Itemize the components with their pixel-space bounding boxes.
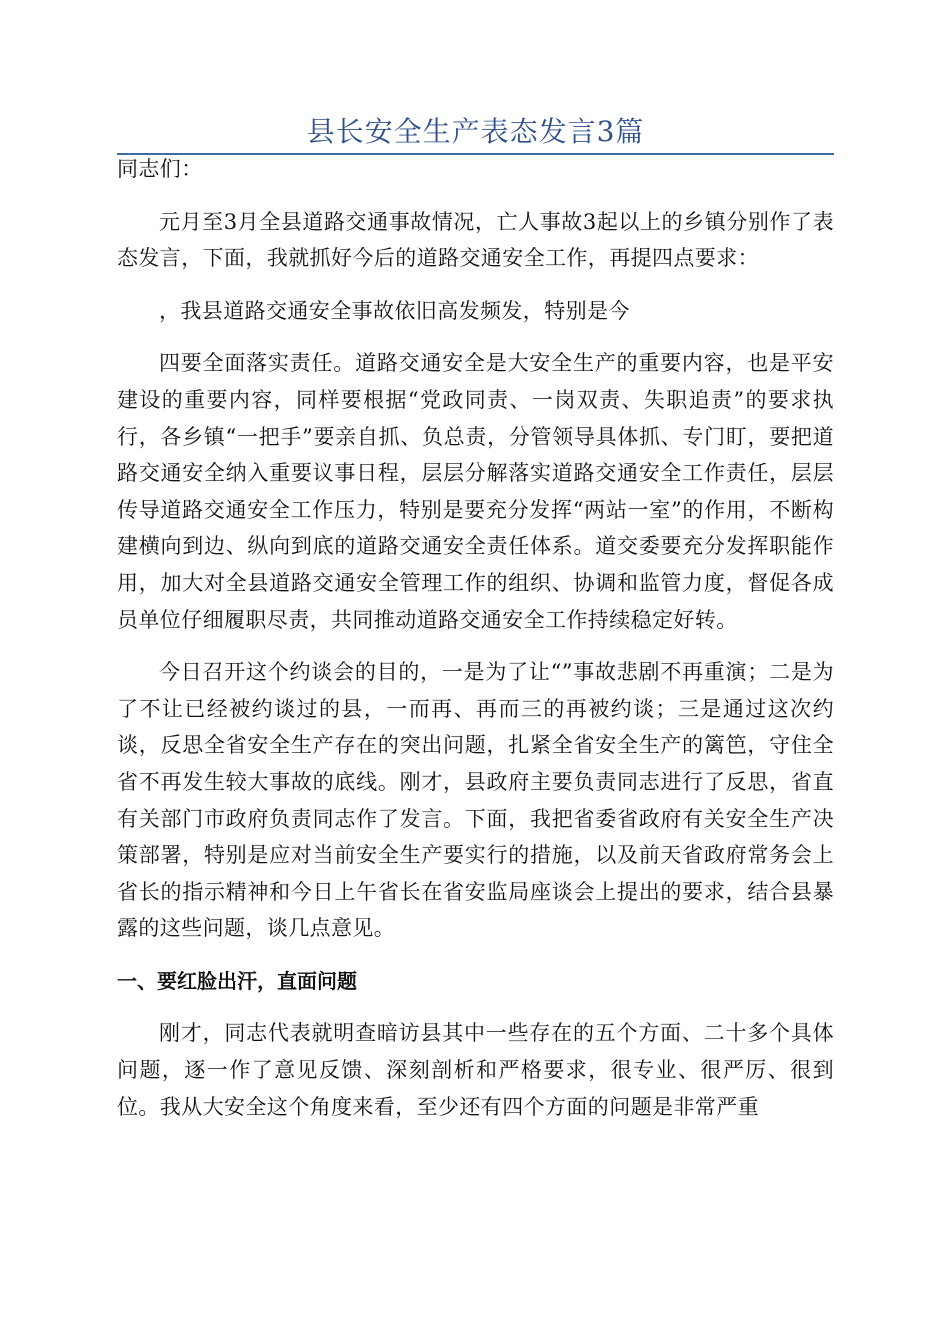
paragraph-4: 今日召开这个约谈会的目的，一是为了让“”事故悲剧不再重演；二是为了不让已经被约谈过的县，一而再、再而三的再被约谈；三是通过这次约谈，反思全省安全生产存在的突出问题，扎紧全省安全生产的篱笆，守住全省不再发生较大事故的底线。刚才，县政府主要负责同志进行了反思，省直有关部门市政府负责同志作了发言。下面，我把省委省政府有关安全生产决策部署，特别是应对当前安全生产要实行的措施，以及前天省政府常务会上省长的指示精神和今日上午省长在省安监局座谈会上提出的要求，结合县暴露的这些问题，谈几点意见。 bbox=[117, 660, 834, 941]
salutation: 同志们： bbox=[117, 157, 203, 181]
document-body bbox=[117, 151, 834, 1125]
paragraph-2: ，我县道路交通安全事故依旧高发频发，特别是今 bbox=[159, 298, 630, 323]
paragraph-1: 元月至3月全县道路交通事故情况，亡人事故3起以上的乡镇分别作了表态发言，下面，我就抓好今后的道路交通安全工作，再提四点要求： bbox=[117, 209, 834, 271]
paragraph-3: 四要全面落实责任。道路交通安全是大安全生产的重要内容，也是平安建设的重要内容，同样要根据“党政同责、一岗双责、失职追责”的要求执行，各乡镇“一把手”要亲自抓、负总责，分管领导具体抓、专门盯，要把道路交通安全纳入重要议事日程，层层分解落实道路交通安全工作责任，层层传导道路交通安全工作压力，特别是要充分发挥“两站一室”的作用，不断构建横向到边、纵向到底的道路交通安全责任体系。道交委要充分发挥职能作用，加大对全县道路交通安全管理工作的组织、协调和监管力度，督促各成员单位仔细履职尽责，共同推动道路交通安全工作持续稳定好转。 bbox=[117, 351, 834, 632]
document-title: 县长安全生产表态发言3篇 bbox=[306, 115, 645, 148]
section-paragraph: 刚才，同志代表就明查暗访县其中一些存在的五个方面、二十多个具体问题，逐一作了意见反馈、深刻剖析和严格要求，很专业、很严厉、很到位。我从大安全这个角度来看，至少还有四个方面的问题是非常严重 bbox=[117, 1021, 834, 1119]
section-heading: 一、要红脸出汗，直面问题 bbox=[117, 968, 357, 993]
